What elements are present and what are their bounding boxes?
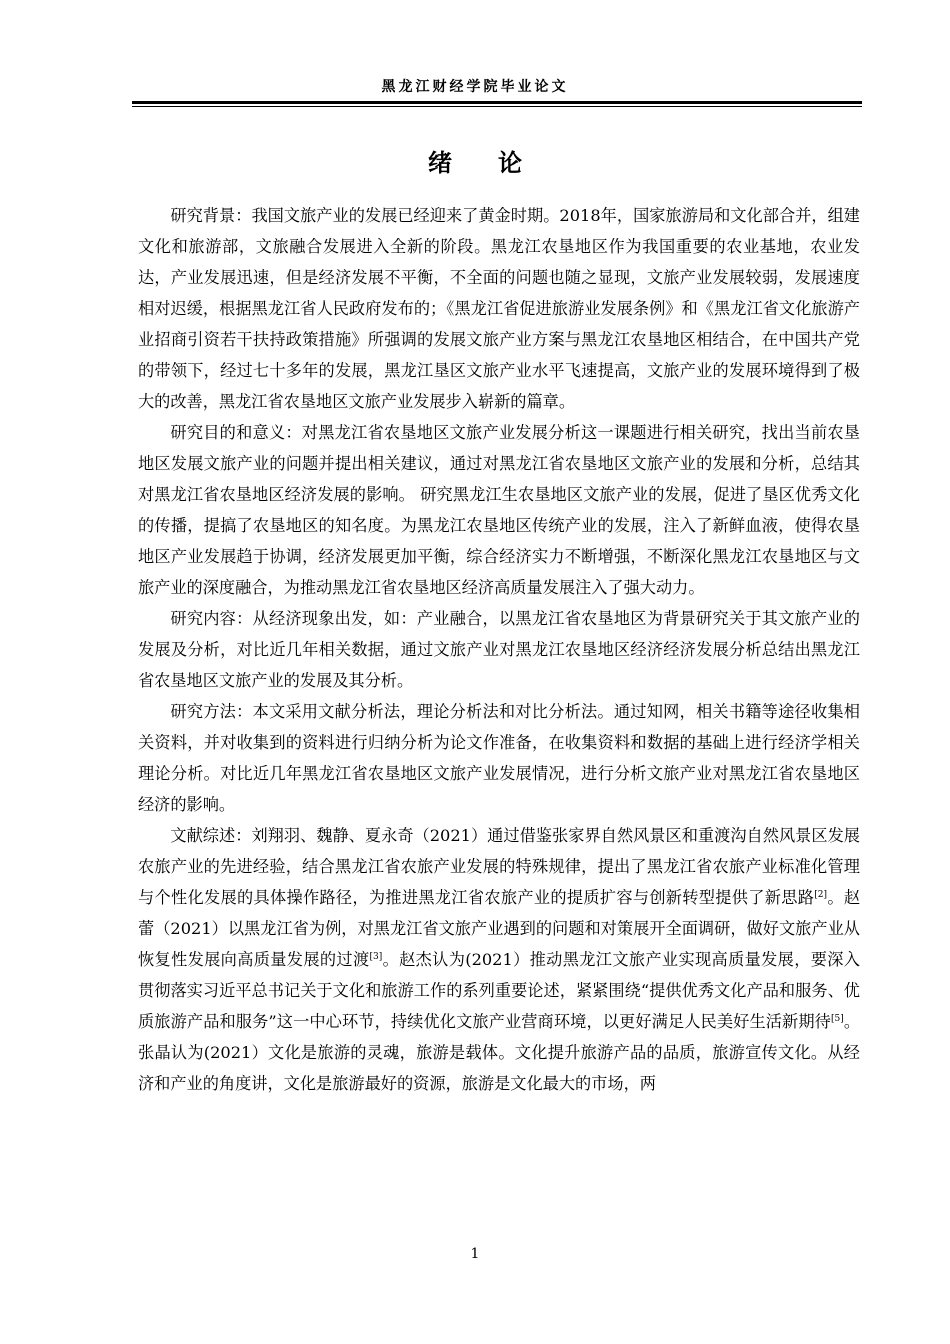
running-header: 黑龙江财经学院毕业论文	[381, 79, 569, 95]
literature-text-c: 。赵杰认为(2021）推动黑龙江文旅产业实现高质量发展，要深入贯彻落实习近平总书记关于文化和旅游工作的系列重要论述，紧紧围绕“提供优秀文化产品和服务、优质旅游产品和服务”这一中心环节，持续优化文旅产业营商环境，以更好满足人民美好生活新期待	[138, 950, 860, 1031]
header-rule-thick	[132, 101, 862, 104]
chapter-title: 绪论	[428, 148, 568, 177]
paragraph-research-content: 研究内容：从经济现象出发，如：产业融合，以黑龙江省农垦地区为背景研究关于其文旅产业的发展及分析，对比近几年相关数据，通过文旅产业对黑龙江农垦地区经济经济发展分析总结出黑龙江省农垦地区文旅产业的发展及其分析。	[138, 609, 860, 690]
literature-text-b: 。赵蕾（2021）以黑龙江省为例，对黑龙江省文旅产业遇到的问题和对策展开全面调研，做好文旅产业从恢复性发展向高质量发展的过渡	[138, 888, 861, 969]
citation-ref[interactable]: [3]	[369, 952, 383, 962]
paragraph-research-background: 研究背景：我国文旅产业的发展已经迎来了黄金时期。2018年，国家旅游局和文化部合并，组建文化和旅游部，文旅融合发展进入全新的阶段。黑龙江农垦地区作为我国重要的农业基地，农业发达，产业发展迅速，但是经济发展不平衡，不全面的问题也随之显现，文旅产业发展较弱，发展速度相对迟缓，根据黑龙江省人民政府发布的；《黑龙江省促进旅游业发展条例》和《黑龙江省文化旅游产业招商引资若干扶持政策措施》所强调的发展文旅产业方案与黑龙江农垦地区相结合，在中国共产党的带领下，经过七十多年的发展，黑龙江垦区文旅产业水平飞速提高，文旅产业的发展环境得到了极大的改善，黑龙江省农垦地区文旅产业发展步入崭新的篇章。	[138, 206, 860, 411]
body-text	[138, 200, 860, 1099]
paragraph-research-purpose: 研究目的和意义：对黑龙江省农垦地区文旅产业发展分析这一课题进行相关研究，找出当前农垦地区发展文旅产业的问题并提出相关建议，通过对黑龙江省农垦地区文旅产业的发展和分析，总结其对黑龙江省农垦地区经济发展的影响。 研究黑龙江生农垦地区文旅产业的发展，促进了垦区优秀文化的传播，提搞了农垦地区的知名度。为黑龙江农垦地区传统产业的发展，注入了新鲜血液，使得农垦地区产业发展趋于协调，经济发展更加平衡，综合经济实力不断增强，不断深化黑龙江农垦地区与文旅产业的深度融合，为推动黑龙江省农垦地区经济高质量发展注入了强大动力。	[138, 423, 860, 597]
paragraph-literature-review	[138, 820, 860, 1099]
literature-text-d: 。张晶认为(2021）文化是旅游的灵魂，旅游是载体。文化提升旅游产品的品质，旅游宣传文化。从经济和产业的角度讲，文化是旅游最好的资源，旅游是文化最大的市场，两	[138, 1012, 861, 1093]
citation-ref[interactable]: [5]	[830, 1014, 844, 1024]
literature-text-a: 文献综述：刘翔羽、魏静、夏永奇（2021）通过借鉴张家界自然风景区和重渡沟自然风景区发展农旅产业的先进经验，结合黑龙江省农旅产业发展的特殊规律，提出了黑龙江省农旅产业标准化管理与个性化发展的具体操作路径，为推进黑龙江省农旅产业的提质扩容与创新转型提供了新思路	[138, 826, 860, 907]
paragraph-research-method: 研究方法：本文采用文献分析法，理论分析法和对比分析法。通过知网，相关书籍等途径收集相关资料，并对收集到的资料进行归纳分析为论文作准备，在收集资料和数据的基础上进行经济学相关理论分析。对比近几年黑龙江省农垦地区文旅产业发展情况，进行分析文旅产业对黑龙江省农垦地区经济的影响。	[138, 702, 860, 814]
citation-ref[interactable]: [2]	[814, 890, 828, 900]
page-number: 1	[470, 1246, 480, 1262]
header-rule-thin	[132, 106, 862, 107]
